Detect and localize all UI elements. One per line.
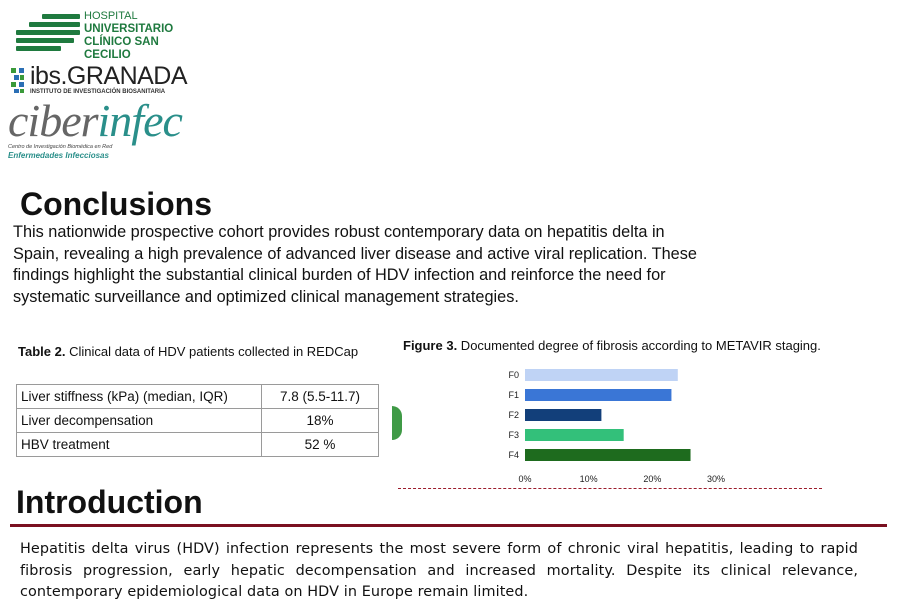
x-tick-label: 0% <box>518 474 532 484</box>
bar-f1 <box>525 389 671 401</box>
table-caption <box>18 344 358 359</box>
table-row <box>17 409 379 433</box>
x-tick-label: 10% <box>579 474 598 484</box>
bar-f0 <box>525 369 678 381</box>
table-cell-value: 18% <box>262 409 379 433</box>
fibrosis-bar-chart <box>490 365 750 490</box>
ciberinfec-logo-subtitle1: Centro de Investigación Biomédica en Red <box>8 144 113 150</box>
table-caption-label: Table 2. <box>18 344 66 359</box>
ciberinfec-logo-part2: infec <box>97 95 182 146</box>
bar-f3 <box>525 429 624 441</box>
table-cell-label: Liver stiffness (kPa) (median, IQR) <box>17 385 262 409</box>
ciberinfec-logo <box>8 95 208 162</box>
hospital-logo-line3: CLÍNICO SAN CECILIO <box>84 36 159 61</box>
conclusions-heading: Conclusions <box>20 186 213 222</box>
category-label-f0: F0 <box>508 370 519 380</box>
conclusions-paragraph: This nationwide prospective cohort provides robust contemporary data on hepatitis delta in Spain, revealing a high prevalence of advanced liver disease and active viral replication. These findings highlight the substantial clinical burden of HDV infection and reinforce the need for systematic surveillance and optimized clinical management strategies. <box>13 223 697 306</box>
figure-caption-text: Documented degree of fibrosis according to METAVIR staging. <box>457 338 821 353</box>
section-divider <box>10 524 887 527</box>
table-row <box>17 433 379 457</box>
introduction-paragraph: Hepatitis delta virus (HDV) infection represents the most severe form of chronic viral hepatitis, leading to rapid fibrosis progression, early hepatic decompensation and increased mortality. Despite its clinical relevance, contemporary epidemiological data on HDV in Europe remain limited. <box>20 541 858 600</box>
table-cell-value: 7.8 (5.5-11.7) <box>262 385 379 409</box>
ibs-logo-subtitle: INSTITUTO DE INVESTIGACIÓN BIOSANITARIA <box>30 89 166 95</box>
hospital-logo-mark <box>16 14 80 56</box>
hospital-logo-line2: UNIVERSITARIO <box>84 23 174 35</box>
ibs-logo-text: ibs.GRANADA <box>30 62 188 90</box>
category-label-f1: F1 <box>508 390 519 400</box>
clinical-data-table <box>16 384 379 457</box>
bar-f2 <box>525 409 601 421</box>
dashed-divider <box>398 488 822 489</box>
figure-caption-label: Figure 3. <box>403 338 458 353</box>
introduction-heading: Introduction <box>16 484 203 520</box>
ciberinfec-logo-text <box>8 94 182 147</box>
dna-icon <box>10 66 26 94</box>
table-row <box>17 385 379 409</box>
table-cell-label: Liver decompensation <box>17 409 262 433</box>
table-caption-text: Clinical data of HDV patients collected in REDCap <box>65 344 359 359</box>
x-tick-label: 20% <box>643 474 662 484</box>
table-cell-value: 52 % <box>262 433 379 457</box>
category-label-f4: F4 <box>508 450 519 460</box>
decorative-shape <box>392 406 402 440</box>
table-cell-label: HBV treatment <box>17 433 262 457</box>
ciberinfec-logo-part1: ciber <box>8 95 98 146</box>
bar-f4 <box>525 449 691 461</box>
hospital-logo <box>14 8 204 61</box>
ciberinfec-logo-subtitle2: Enfermedades Infecciosas <box>8 151 109 160</box>
category-label-f2: F2 <box>508 410 519 420</box>
figure-caption <box>403 336 843 355</box>
category-label-f3: F3 <box>508 430 519 440</box>
x-tick-label: 30% <box>706 474 726 484</box>
hospital-logo-line1: HOSPITAL <box>84 10 138 22</box>
